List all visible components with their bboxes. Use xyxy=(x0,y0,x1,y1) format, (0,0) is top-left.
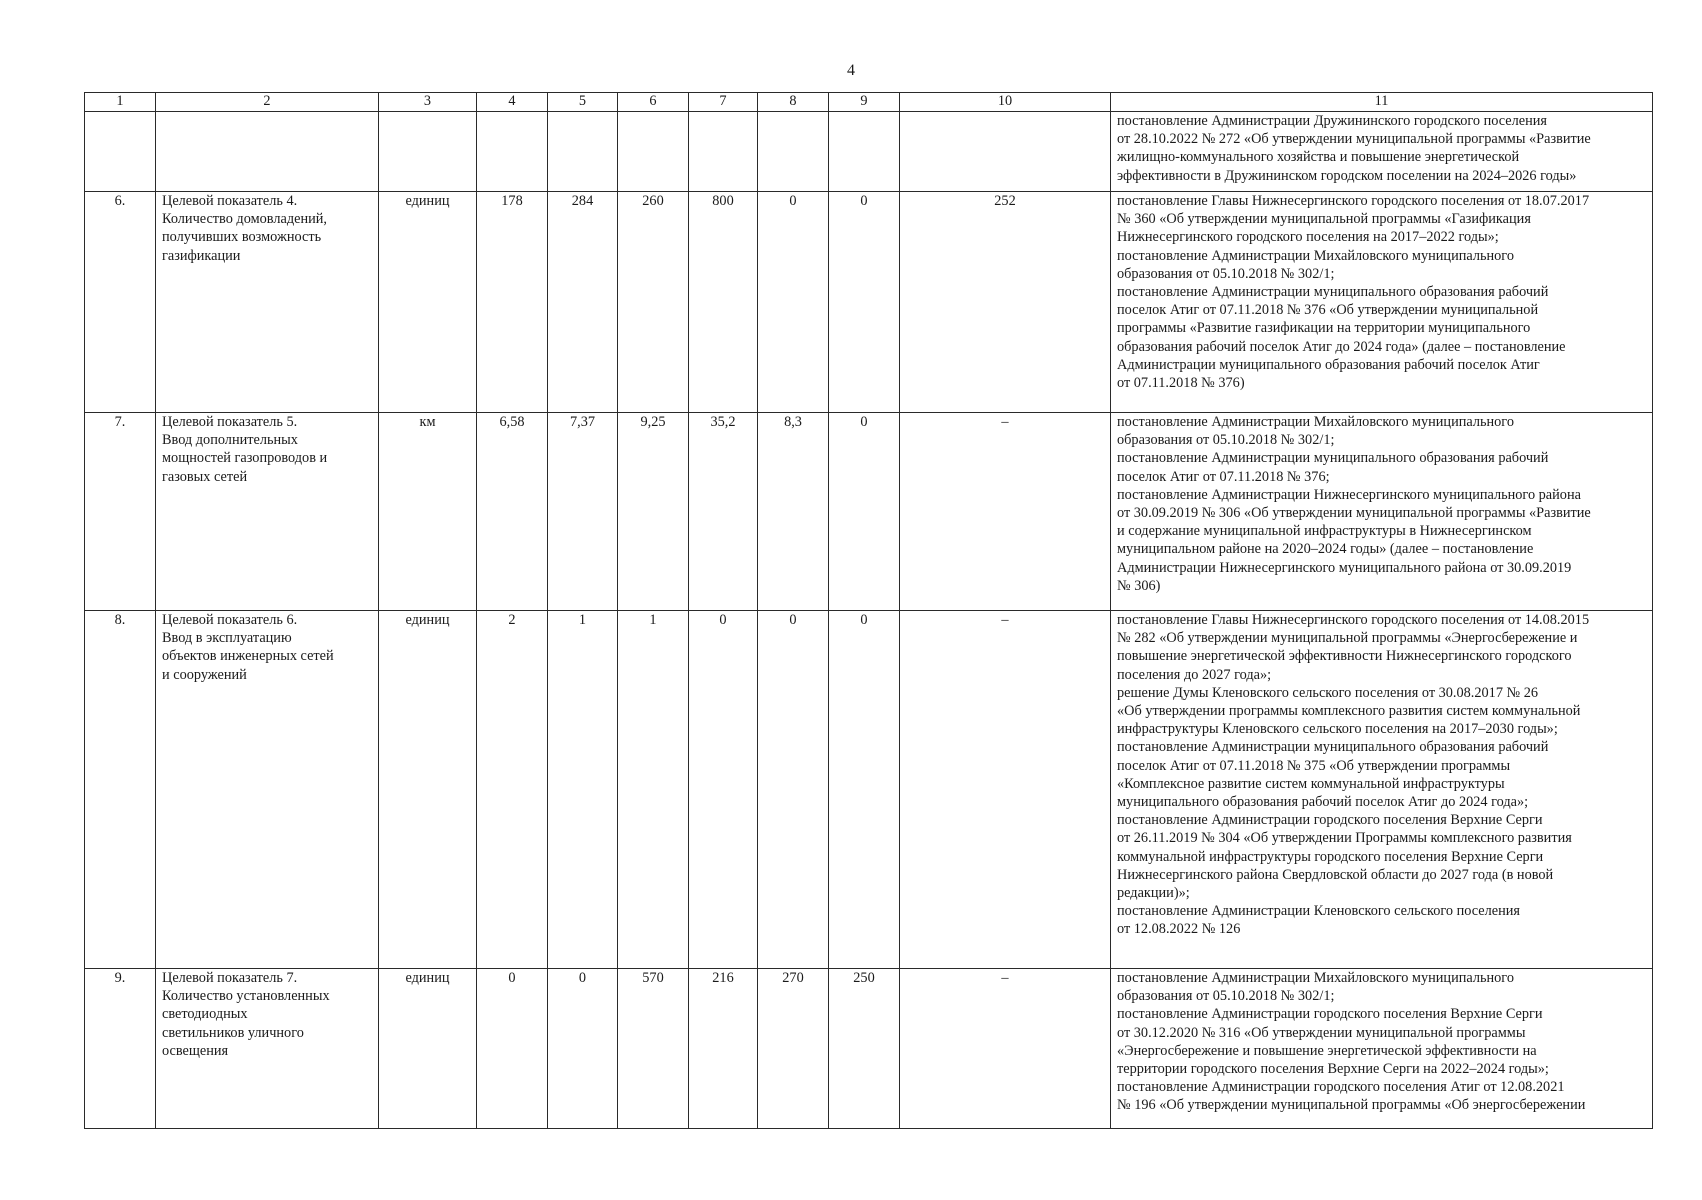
value-col-5: 284 xyxy=(548,192,618,413)
value-col-8: 0 xyxy=(758,611,829,969)
value-col-9 xyxy=(829,112,900,192)
table-row xyxy=(85,611,1653,969)
unit-cell: единиц xyxy=(379,192,477,413)
indicator-name: Целевой показатель 5. Ввод дополнительных мощностей газопроводов и газовых сетей xyxy=(156,413,379,611)
value-col-7: 800 xyxy=(689,192,758,413)
value-col-10: 252 xyxy=(900,192,1111,413)
reference-cell: постановление Администрации Дружининского городского поселения от 28.10.2022 № 272 «Об утверждении муниципальной программы «Развитие жилищно-коммунального хозяйства и повышение энергетической эффективности в Дружининском городском поселении на 2024–2026 годы» xyxy=(1111,112,1653,192)
value-col-10: – xyxy=(900,969,1111,1129)
row-number: 8. xyxy=(85,611,156,969)
value-col-4: 2 xyxy=(477,611,548,969)
indicator-name xyxy=(156,112,379,192)
value-col-7: 216 xyxy=(689,969,758,1129)
indicator-name: Целевой показатель 6. Ввод в эксплуатацию объектов инженерных сетей и сооружений xyxy=(156,611,379,969)
value-col-8 xyxy=(758,112,829,192)
row-number: 6. xyxy=(85,192,156,413)
header-col-4: 4 xyxy=(477,93,548,112)
value-col-10 xyxy=(900,112,1111,192)
value-col-9: 0 xyxy=(829,192,900,413)
value-col-6 xyxy=(618,112,689,192)
value-col-4: 178 xyxy=(477,192,548,413)
value-col-5: 1 xyxy=(548,611,618,969)
value-col-5: 7,37 xyxy=(548,413,618,611)
header-col-2: 2 xyxy=(156,93,379,112)
page-number: 4 xyxy=(847,62,855,79)
row-number: 7. xyxy=(85,413,156,611)
value-col-4: 6,58 xyxy=(477,413,548,611)
table-row xyxy=(85,413,1653,611)
value-col-7: 35,2 xyxy=(689,413,758,611)
header-col-6: 6 xyxy=(618,93,689,112)
header-col-10: 10 xyxy=(900,93,1111,112)
value-col-4: 0 xyxy=(477,969,548,1129)
value-col-8: 8,3 xyxy=(758,413,829,611)
value-col-8: 270 xyxy=(758,969,829,1129)
value-col-8: 0 xyxy=(758,192,829,413)
row-number xyxy=(85,112,156,192)
header-col-7: 7 xyxy=(689,93,758,112)
reference-cell: постановление Главы Нижнесергинского городского поселения от 14.08.2015 № 282 «Об утверждении муниципальной программы «Энергосбережение и повышение энергетической эффективности Нижнесергинского городского поселения до 2027 года»; решение Думы Кленовского сельского поселения от 30.08.2017 № 26 «Об утверждении программы комплексного развития систем коммунальной инфраструктуры Кленовского сельского поселения на 2017–2030 годы»; постановление Администрации муниципального образования рабочий поселок Атиг от 07.11.2018 № 375 «Об утверждении программы «Комплексное развитие систем коммунальной инфраструктуры муниципального образования рабочий поселок Атиг до 2024 года»; постановление Администрации городского поселения Верхние Серги от 26.11.2019 № 304 «Об утверждении Программы комплексного развития коммунальной инфраструктуры городского поселения Верхние Серги Нижнесергинского района Свердловской области до 2027 года (в новой редакции)»; постановление Администрации Кленовского сельского поселения от 12.08.2022 № 126 xyxy=(1111,611,1653,969)
indicators-table xyxy=(84,92,1653,1129)
table-row xyxy=(85,192,1653,413)
table-row xyxy=(85,112,1653,192)
value-col-6: 1 xyxy=(618,611,689,969)
header-col-3: 3 xyxy=(379,93,477,112)
value-col-9: 0 xyxy=(829,413,900,611)
header-col-8: 8 xyxy=(758,93,829,112)
value-col-9: 250 xyxy=(829,969,900,1129)
value-col-6: 260 xyxy=(618,192,689,413)
value-col-6: 9,25 xyxy=(618,413,689,611)
table-row xyxy=(85,969,1653,1129)
value-col-9: 0 xyxy=(829,611,900,969)
table-header-row xyxy=(85,93,1653,112)
value-col-6: 570 xyxy=(618,969,689,1129)
indicator-name: Целевой показатель 7. Количество установленных светодиодных светильников уличного освещения xyxy=(156,969,379,1129)
reference-cell: постановление Администрации Михайловского муниципального образования от 05.10.2018 № 302/1; постановление Администрации муниципального образования рабочий поселок Атиг от 07.11.2018 № 376; постановление Администрации Нижнесергинского муниципального района от 30.09.2019 № 306 «Об утверждении муниципальной программы «Развитие и содержание муниципальной инфраструктуры в Нижнесергинском муниципальном районе на 2020–2024 годы» (далее – постановление Администрации Нижнесергинского муниципального района от 30.09.2019 № 306) xyxy=(1111,413,1653,611)
value-col-10: – xyxy=(900,413,1111,611)
header-col-1: 1 xyxy=(85,93,156,112)
value-col-4 xyxy=(477,112,548,192)
value-col-10: – xyxy=(900,611,1111,969)
value-col-5: 0 xyxy=(548,969,618,1129)
value-col-7 xyxy=(689,112,758,192)
header-col-5: 5 xyxy=(548,93,618,112)
row-number: 9. xyxy=(85,969,156,1129)
reference-cell: постановление Администрации Михайловского муниципального образования от 05.10.2018 № 302/1; постановление Администрации городского поселения Верхние Серги от 30.12.2020 № 316 «Об утверждении муниципальной программы «Энергосбережение и повышение энергетической эффективности на территории городского поселения Верхние Серги на 2022–2024 годы»; постановление Администрации городского поселения Атиг от 12.08.2021 № 196 «Об утверждении муниципальной программы «Об энергосбережении xyxy=(1111,969,1653,1129)
value-col-5 xyxy=(548,112,618,192)
unit-cell xyxy=(379,112,477,192)
indicator-name: Целевой показатель 4. Количество домовладений, получивших возможность газификации xyxy=(156,192,379,413)
unit-cell: единиц xyxy=(379,969,477,1129)
value-col-7: 0 xyxy=(689,611,758,969)
header-col-11: 11 xyxy=(1111,93,1653,112)
header-col-9: 9 xyxy=(829,93,900,112)
reference-cell: постановление Главы Нижнесергинского городского поселения от 18.07.2017 № 360 «Об утверждении муниципальной программы «Газификация Нижнесергинского городского поселения на 2017–2022 годы»; постановление Администрации Михайловского муниципального образования от 05.10.2018 № 302/1; постановление Администрации муниципального образования рабочий поселок Атиг от 07.11.2018 № 376 «Об утверждении муниципальной программы «Развитие газификации на территории муниципального образования рабочий поселок Атиг до 2024 года» (далее – постановление Администрации муниципального образования рабочий поселок Атиг от 07.11.2018 № 376) xyxy=(1111,192,1653,413)
unit-cell: единиц xyxy=(379,611,477,969)
unit-cell: км xyxy=(379,413,477,611)
